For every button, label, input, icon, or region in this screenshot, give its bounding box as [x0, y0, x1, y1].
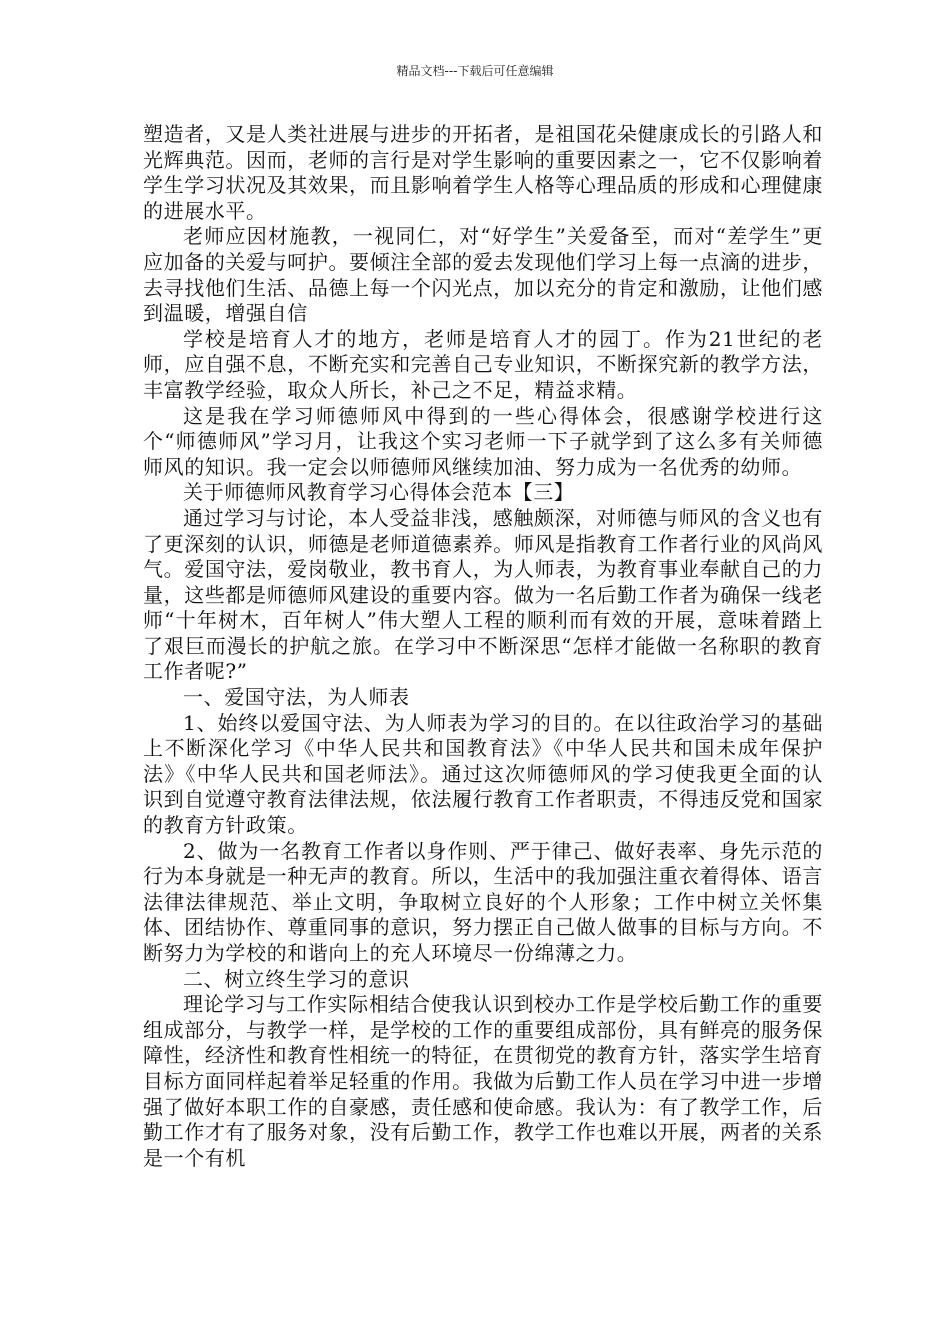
paragraph-8: 理论学习与工作实际相结合使我认识到校办工作是学校后勤工作的重要组成部分，与教学一样，是学校的工作的重要组成部份，具有鲜亮的服务保障性，经济性和教育性相统一的特征，在贯彻党的教育方针，落实学生培育目标方面同样起着举足轻重的作用。我做为后勤工作人员在学习中进一步增强了做好本职工作的自豪感，责任感和使命感。我认为：有了教学工作，后勤工作才有了服务对象，没有后勤工作，教学工作也难以开展，两者的关系是一个有机 [143, 992, 823, 1170]
section-title: 关于师德师风教育学习心得体会范本【三】 [183, 480, 575, 505]
paragraph-6: 1、始终以爱国守法、为人师表为学习的目的。在以往政治学习的基础上不断深化学习《中华人民共和国教育法》《中华人民共和国未成年保护法》《中华人民共和国老师法》。通过这次师德师风的学习使我更全面的认识到自觉遵守教育法律法规，依法履行教育工作者职责，不得违反党和国家的教育方针政策。 [143, 710, 823, 838]
paragraph-7: 2、做为一名教育工作者以身作则、严于律己、做好表率、身先示范的行为本身就是一种无声的教育。所以，生活中的我加强注重衣着得体、语言法律法律规范、举止文明，争取树立良好的个人形象；工作中树立关怀集体、团结协作、尊重同事的意识，努力摆正自己做人做事的目标与方向。不断努力为学校的和谐向上的充人环境尽一份绵薄之力。 [143, 838, 823, 965]
heading-2: 二、树立终生学习的意识 [183, 966, 410, 991]
paragraph-1: 塑造者，又是人类社进展与进步的开拓者，是祖国花朵健康成长的引路人和光辉典范。因而，老师的言行是对学生影响的重要因素之一，它不仅影响着学生学习状况及其效果，而且影响着学生人格等心理品质的形成和心理健康的进展水平。 [143, 122, 823, 223]
paragraph-2: 老师应因材施教，一视同仁，对“好学生”关爱备至，而对“差学生”更应加备的关爱与呵护。要倾注全部的爱去发现他们学习上每一点滴的进步，去寻找他们生活、品德上每一个闪光点，加以充分的肯定和激励，让他们感到温暖，增强自信 [143, 224, 823, 326]
heading-1: 一、爱国守法，为人师表 [183, 685, 410, 710]
page-header: 精品文档---下载后可任意编辑 [396, 64, 554, 78]
paragraph-4: 这是我在学习师德师风中得到的一些心得体会，很感谢学校进行这个“师德师风”学习月，让我这个实习老师一下子就学到了这么多有关师德师风的知识。我一定会以师德师风继续加油、努力成为一名优秀的幼师。 [143, 403, 823, 479]
paragraph-5: 通过学习与讨论，本人受益非浅，感触颇深，对师德与师风的含义也有了更深刻的认识，师德是老师道德素养。师风是指教育工作者行业的风尚风气。爱国守法，爱岗敬业，教书育人，为人师表，为教育事业奉献自己的力量，这些都是师德师风建设的重要内容。做为一名后勤工作者为确保一线老师“十年树木，百年树人”伟大塑人工程的顺利而有效的开展，意味着踏上了艰巨而漫长的护航之旅。在学习中不断深思“怎样才能做一名称职的教育工作者呢?” [143, 505, 823, 684]
document-body [143, 122, 823, 1171]
paragraph-3: 学校是培育人才的地方，老师是培育人才的园丁。作为21世纪的老师，应自强不息，不断充实和完善自己专业知识，不断探究新的教学方法，丰富教学经验，取众人所长，补己之不足，精益求精。 [143, 326, 823, 402]
